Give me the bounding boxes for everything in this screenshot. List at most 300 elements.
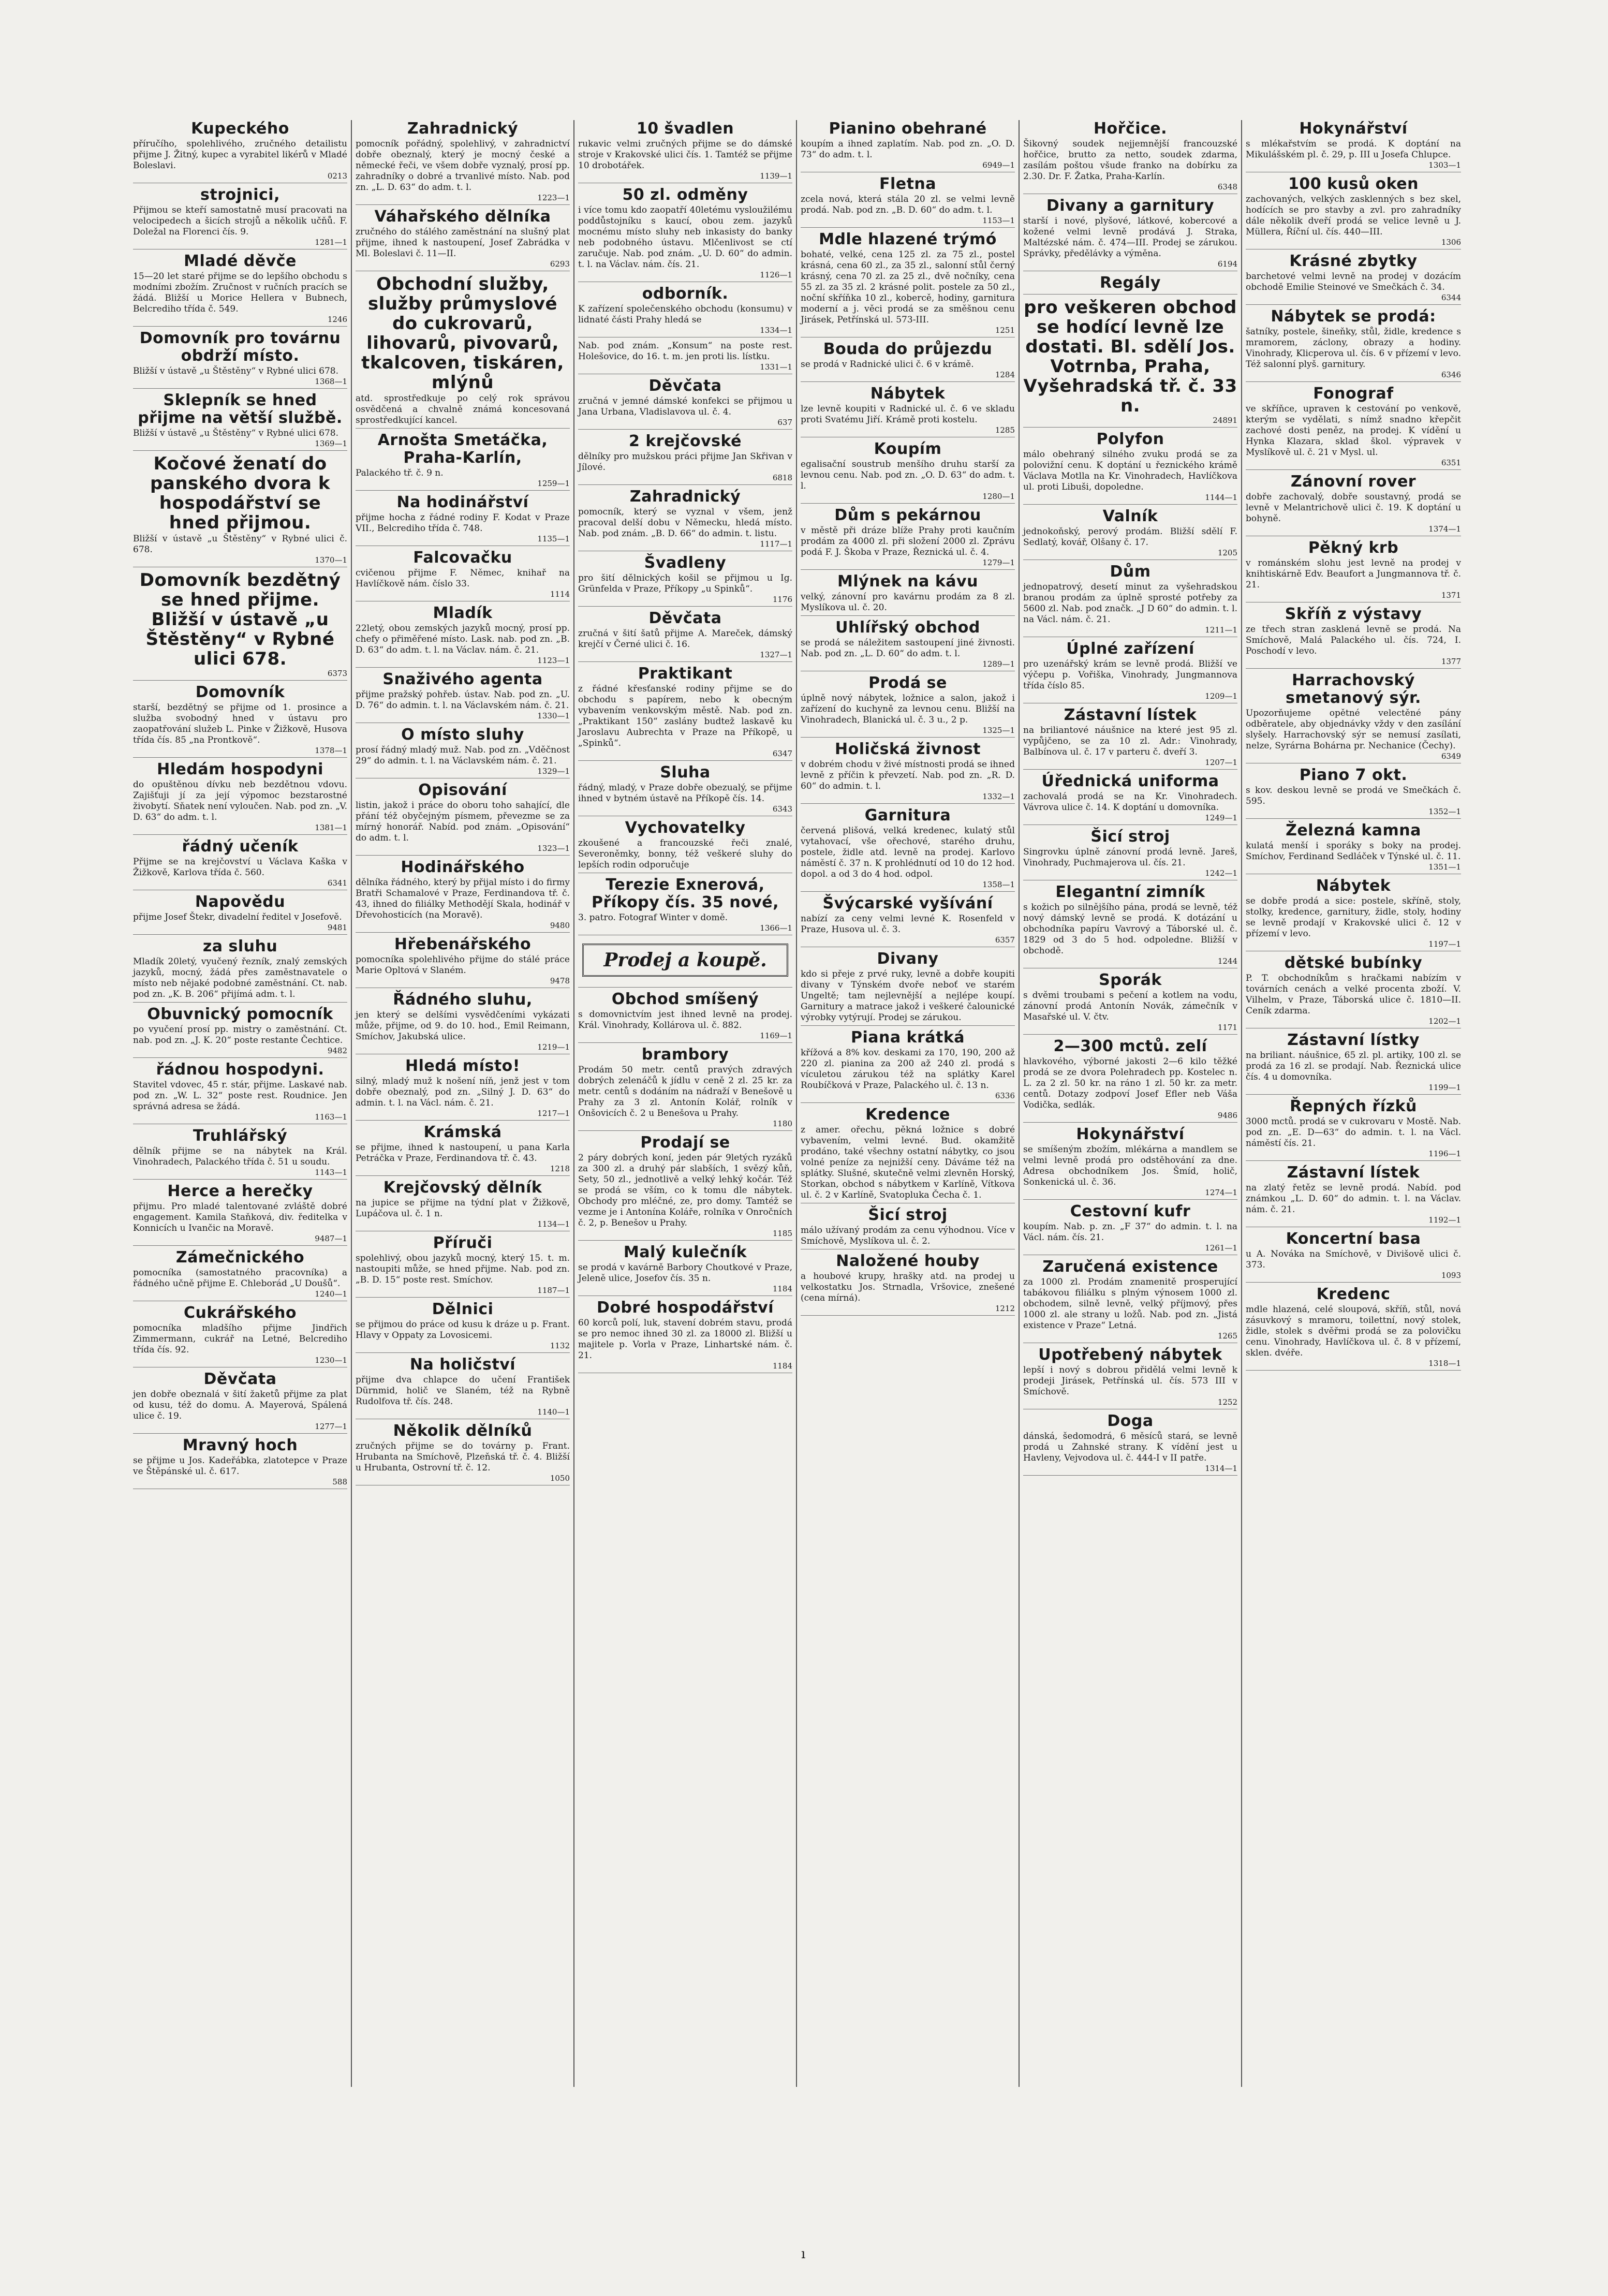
ad-reference-number: 1366—1 (760, 923, 792, 933)
ad-body: spolehlivý, obou jazyků mocný, který 15. t. m. nastoupiti může, se hned přijme. Nab. pod zn. „B. D. 15“ poste rest. Smíchov. (356, 1253, 570, 1285)
ad-heading: Malý kulečník (623, 1243, 747, 1261)
ad-body: zručných přijme se do továrny p. Frant. Hrubanta na Smíchově, Plzeňská tř. č. 4. Bližší u Hrubanta, Ostrovní tř. č. 12. (356, 1441, 570, 1473)
ad-reference-number: 1211—1 (1205, 625, 1237, 635)
classified-ad (1023, 972, 1237, 1035)
classified-ad (801, 807, 1015, 892)
classified-ad (801, 741, 1015, 804)
ad-body: 60 korců polí, luk, stavení dobrém stavu, prodá se pro nemoc ihned 30 zl. za 18000 zl. Bližší u majitele p. Vorla v Praze, Linhartské nám. č. 21. (578, 1318, 792, 1361)
classified-ad (801, 674, 1015, 738)
classified-ad (578, 285, 792, 337)
ad-heading: Pěkný krb (1308, 539, 1399, 557)
ad-heading: Řepných řízků (1290, 1097, 1417, 1115)
ad-body: u A. Nováka na Smíchově, v Divišově ulici č. 373. (1246, 1249, 1461, 1270)
classified-ad (1246, 1032, 1461, 1095)
ad-body: z amer. ořechu, pěkná ložnice s dobré vybavením, velmi levné. Bud. okamžitě prodáno, také všechny ostatní nábytky, co jsou volné peníze za nejnižší ceny. Dáváme též na splátky. Slušné, skutečně velmi zlevněn Horský, Storkan, obchod s nábytkem v Karlíně, Vítkova ul. č. 2 v Karlíně, Svatopluka Čecha č. 1. (801, 1125, 1015, 1200)
ad-reference-number: 1144—1 (1205, 493, 1237, 502)
ad-reference-number: 6949—1 (982, 160, 1015, 170)
column-6 (1242, 120, 1465, 2087)
ad-heading: Děvčata (648, 609, 722, 627)
classified-ad (1023, 640, 1237, 703)
classified-ad (1023, 120, 1237, 194)
ad-reference-number: 1277—1 (315, 1422, 347, 1431)
ad-heading: Obuvnický pomocník (147, 1005, 333, 1023)
ad-body: křížová a 8% kov. deskami za 170, 190, 200 až 220 zl. pianina za 200 až 240 zl. prodá s vículetou zárukou též na splátky Karel Roubíčková v Praze, Palackého ul. č. 13 n. (801, 1048, 1015, 1091)
ad-body: Bližší v ústavě „u Štěstěny“ v Rybné ulici č. 678. (133, 534, 347, 555)
ad-reference-number: 6373 (327, 669, 347, 678)
ad-heading: Dobré hospodářství (596, 1299, 774, 1317)
classified-ad (356, 1124, 570, 1176)
classified-ad (356, 1356, 570, 1419)
ad-body: zkoušené a francouzské řeči znalé, Severoněmky, bonny, též veškeré sluhy do lepších rodin odporučuje (578, 838, 792, 870)
ad-reference-number: 1274—1 (1205, 1188, 1237, 1197)
ad-reference-number: 1163—1 (315, 1112, 347, 1122)
ad-heading: Sklepník se hned přijme na větší službě. (138, 391, 343, 427)
ad-heading: 2—300 mctů. zelí (1053, 1037, 1207, 1055)
classified-ad (133, 893, 347, 935)
classified-ad (801, 895, 1015, 947)
ad-body: se smíšeným zbožím, mlékárna a mandlem se velmi levně prodá pro odstěhování za dne. Adresa obchodníkem Jos. Šmíd, holič, Sonkenická ul. č. 36. (1023, 1144, 1237, 1187)
classified-ad (1246, 1230, 1461, 1283)
ad-body: kdo si přeje z prvé ruky, levně a dobře koupiti divany v Týnském dvoře neboť ve starém Ungeltě; tam nejlevnější a nejlépe koupí. Garnitury a matrace jakož i veškeré čalounické výrobky vytýrují. Prodej se zárukou. (801, 969, 1015, 1023)
ad-reference-number: 1284 (995, 370, 1015, 379)
ad-heading: Zámečnického (175, 1248, 305, 1267)
ad-reference-number: 1249—1 (1205, 813, 1237, 822)
ad-heading: Pianino obehrané (829, 120, 987, 138)
ad-heading: Šicí stroj (1090, 828, 1170, 846)
ad-reference-number: 1153—1 (982, 216, 1015, 225)
classified-ad (356, 1234, 570, 1298)
ad-heading: Krejčovský dělník (383, 1179, 542, 1197)
ad-reference-number: 1280—1 (982, 492, 1015, 501)
classified-ad (578, 341, 792, 374)
ad-reference-number: 1187—1 (537, 1286, 570, 1295)
ad-body: Prodám 50 metr. centů pravých zdravých dobrých zelenáčů k jídlu v ceně 2 zl. 25 kr. za metr. centů s dodáním na nádraží v Benešově u Prahy za 3 zl. Antonín Kolář, rolník v Onšovicích č. 2 u Benešova u Prahy. (578, 1065, 792, 1118)
classified-ad (1023, 298, 1237, 428)
classified-ad (1246, 308, 1461, 382)
ad-body: dělníky pro mužskou práci přijme Jan Skřivan v Jílové. (578, 451, 792, 473)
ad-heading: Úplné zařízení (1066, 640, 1194, 658)
ad-reference-number: 6348 (1217, 182, 1237, 192)
column-2 (352, 120, 574, 2087)
ad-heading: Kredenc (1316, 1285, 1391, 1303)
ad-heading: Kupeckého (191, 120, 289, 138)
classified-ad (356, 494, 570, 546)
ad-reference-number: 1303—1 (1428, 160, 1461, 170)
ad-reference-number: 1139—1 (760, 171, 792, 181)
ad-heading: Napovědu (195, 893, 286, 911)
ad-heading: Mladík (433, 604, 493, 622)
ad-heading: Koupím (874, 440, 942, 458)
classified-ad (1023, 1258, 1237, 1343)
ad-heading: Upotřebený nábytek (1038, 1346, 1222, 1364)
ad-heading: Falcovačku (413, 549, 512, 567)
classified-ad (1246, 822, 1461, 874)
ad-reference-number: 1176 (772, 595, 792, 604)
ad-heading: Uhlířský obchod (835, 619, 980, 637)
ad-body: jednopatrový, desetí minut za vyšehradskou branou prodám za úplně sprosté potřeby za 5600 zl. Nab. pod značk. „J D 60“ do admin. t. l. na Václ. nám. č. 21. (1023, 582, 1237, 625)
ad-heading: Piano 7 okt. (1299, 766, 1408, 784)
ad-reference-number: 1285 (995, 425, 1015, 435)
ad-body: ve skříňce, upraven k cestování po venkově, kterým se vydělati, s nímž snadno křepčit zachové dosti peněz, na prodej. K vídění u Hynka Klazara, sklad škol. výpravek v Myslíkově ul. č. 21 v Mysl. ul. (1246, 404, 1461, 458)
ad-body: 3. patro. Fotograf Winter v domě. (578, 912, 728, 923)
ad-heading: Cukrářského (184, 1304, 297, 1322)
ad-body: v městě při dráze blíže Prahy proti kaučním prodám za 4000 zl. při složení 2000 zl. Zprávu podá F. J. Škoba v Praze, Řeznická ul. č. 4. (801, 525, 1015, 557)
ad-body: atd. sprostředkuje po celý rok správou osvědčená a chvalně známá koncesovaná sprostředkující kancel. (356, 393, 570, 425)
ad-heading: brambory (641, 1046, 729, 1064)
ad-reference-number: 1169—1 (760, 1031, 792, 1040)
ad-reference-number: 1197—1 (1428, 939, 1461, 949)
classified-ad (578, 944, 792, 988)
ad-heading: Domovník (195, 683, 285, 701)
ad-body: zručná v šití šatů přijme A. Mareček, dámský krejčí v Černé ulici č. 16. (578, 628, 792, 650)
classified-ad (1246, 385, 1461, 470)
ad-reference-number: 1323—1 (537, 844, 570, 853)
ad-heading: Sporák (1099, 971, 1162, 989)
classified-ad (1023, 1126, 1237, 1200)
ad-body: starší i nové, plyšové, látkové, kobercové a kožené velmi levně prodává J. Straka, Maltézské nám. č. 474—III. Prodej se zárukou. Správky, předělávky a výměna. (1023, 216, 1237, 259)
classified-ad (133, 330, 347, 389)
ad-reference-number: 1192—1 (1428, 1215, 1461, 1225)
ad-reference-number: 1252 (1217, 1397, 1237, 1407)
classified-ad (801, 1029, 1015, 1103)
classified-ad (578, 819, 792, 873)
ad-body: na jupice se přijme na týdní plat v Žižkově, Lupáčova ul. č. 1 n. (356, 1198, 570, 1219)
ad-heading: Kočové ženatí do panského dvora k hospodářství se hned přijmou. (150, 453, 330, 533)
ad-reference-number: 1325—1 (982, 726, 1015, 735)
classified-ad (801, 619, 1015, 671)
classified-ad (578, 665, 792, 761)
ad-heading: Zahradnický (407, 120, 519, 138)
ad-body: z řádné křesťanské rodiny přijme se do obchodu s papírem, nebo k obecným vybavením venkovským městě. Nab. pod zn. „Praktikant 150“ zaslány budtež laskavě ku Jaroslavu Aubrechta v Praze na Příkopě, u „Spinků“. (578, 684, 792, 748)
ad-heading: Domovník pro továrnu obdrží místo. (139, 329, 341, 365)
classified-ad (356, 549, 570, 601)
classified-ad (356, 936, 570, 988)
ad-heading: Mlýnek na kávu (837, 572, 978, 591)
ad-body: hlavkového, výborné jakosti 2—6 kilo těžké prodá se ze dvora Polehradech pp. Kostelec n. L. za 2 zl. 50 kr. na ráno 1 zl. 50 kr. za metr. centů. Dotazy zodpoví Josef Efler neb Váša Vodička, sedlák. (1023, 1056, 1237, 1110)
ad-body: zachovalá prodá se na Kr. Vinohradech. Vávrova ulice č. 14. K doptání u domovníka. (1023, 791, 1237, 813)
ad-body: listin, jakož i práce do oboru toho sahající, dle přání též obyčejným písmem, převezme se za mírný honorář. Nabíd. pod znám. „Opisování“ do adm. t. l. (356, 800, 570, 843)
ad-reference-number: 1212 (995, 1304, 1015, 1313)
ad-body: po vyučení prosí pp. mistry o zaměstnání. Ct. nab. pod zn. „J. K. 20“ poste restante Čechtice. (133, 1024, 347, 1046)
ad-reference-number: 1135—1 (537, 534, 570, 543)
ad-body: jen který se delšími vysvědčeními vykázati může, přijme, od 9. do 10. hod., Emil Reimann, Smíchov, Jakubská ulice. (356, 1010, 570, 1042)
column-4 (797, 120, 1020, 2087)
classified-ad (801, 1106, 1015, 1203)
column-1 (129, 120, 352, 2087)
ad-reference-number: 1114 (550, 590, 570, 599)
ad-reference-number: 1351—1 (1428, 862, 1461, 872)
ad-heading: Mravný hoch (182, 1436, 298, 1454)
ad-body: Nab. pod znám. „Konsum“ na poste rest. Holešovice, do 16. t. m. jen proti lis. lístku. (578, 341, 792, 362)
ad-body: kulatá menší i sporáky s boky na prodej. Smíchov, Ferdinand Sedláček v Týnské ul. č. 11. (1246, 841, 1461, 862)
ad-reference-number: 6341 (327, 878, 347, 888)
classified-ad (1023, 431, 1237, 505)
ad-reference-number: 6344 (1441, 293, 1461, 302)
classified-ad (133, 761, 347, 835)
ad-reference-number: 1289—1 (982, 659, 1015, 669)
ad-body: bohaté, velké, cena 125 zl. za 75 zl., postel krásná, cena 60 zl., za 35 zl., salonní stůl černý krásný, cena 70 zl. za 25 zl., dvě nočníky, cena 55 zl. za 35 zl. 2 krásné polit. postele za 50 zl., noční skříňka 10 zl., kobercě, hodiny, garnitura moderní a j. věci prodá se za směšnou cenu Jirásek, Petřínská ul. 573-III. (801, 249, 1015, 325)
ad-heading: Harrachovský smetanový sýr. (1286, 671, 1421, 707)
ad-reference-number: 6194 (1217, 259, 1237, 269)
ad-body: 3000 mctů. prodá se v cukrovaru v Mostě. Nab. pod zn. „E. D—63“ do admin. t. l. na Václ. náměstí čís. 21. (1246, 1116, 1461, 1149)
ad-reference-number: 1230—1 (315, 1356, 347, 1365)
ad-reference-number: 0213 (327, 171, 347, 181)
ad-heading: Dům s pekárnou (834, 506, 981, 524)
classified-ad (578, 1134, 792, 1241)
ad-body: lepší i nový s dobrou přidělá velmi levně k prodeji Jirásek, Petřínská ul. čís. 573 III v Smíchově. (1023, 1365, 1237, 1397)
ad-heading: Zahradnický (629, 488, 741, 506)
ad-reference-number: 9482 (327, 1046, 347, 1055)
ad-heading: Dělnici (432, 1300, 494, 1318)
ad-heading: Mladé děvče (184, 252, 297, 270)
classified-ad (1023, 707, 1237, 770)
ad-heading: Regály (1099, 274, 1161, 292)
ad-body: málo obehraný silného zvuku prodá se za polovižní cenu. K doptání u řeznického krámě Václava Motlla na Kr. Vinohradech, Havlíčkova ul. proti Libuši, dopoledne. (1023, 449, 1237, 492)
ad-body: a houbové krupy, hrašky atd. na prodej u velkostatku Jos. Strnadla, Vršovice, znešené (cena mírná). (801, 1271, 1015, 1303)
classified-ad (578, 610, 792, 662)
classified-ad (578, 1299, 792, 1373)
ad-reference-number: 1279—1 (982, 558, 1015, 567)
classified-ad (356, 1057, 570, 1121)
ad-reference-number: 1352—1 (1428, 807, 1461, 816)
classified-ad (356, 1179, 570, 1231)
classified-ad (1023, 1038, 1237, 1123)
ad-heading: Elegantní zimník (1055, 883, 1205, 901)
ad-body: 15—20 let staré přijme se do lepšího obchodu s modními zbožím. Zručnost v ručních pracích se žádá. Bližší u Morice Hellera v Bubnech, Belcrediho třída č. 549. (133, 271, 347, 314)
ad-body: Mladík 20letý, vyučený řezník, znalý zemských jazyků, mocný, žádá přes zaměstnavatele o místo neb nějaké podobné zaměstnání. Ct. nab. pod zn. „K. B. 206“ přijímá adm. t. l. (133, 956, 347, 999)
classified-ad (1246, 539, 1461, 602)
ad-reference-number: 1126—1 (760, 270, 792, 279)
ad-body: Přijmou se kteří samostatně musí pracovati na velocipedech a šicích strojů a několik učňů. F. Doležal na Florenci čís. 9. (133, 205, 347, 237)
ad-reference-number: 1377 (1441, 657, 1461, 666)
classified-columns (129, 120, 1496, 2087)
ad-reference-number: 1259—1 (537, 479, 570, 488)
ad-body: v dobrém chodu v živé místnosti prodá se ihned levně z příčin k převzetí. Nab. pod zn. „R. D. 60“ do admin. t. l. (801, 759, 1015, 791)
ad-heading: Švadleny (644, 554, 727, 572)
classified-ad (133, 1304, 347, 1367)
ad-heading: Vychovatelky (625, 819, 746, 837)
ad-reference-number: 6336 (995, 1091, 1015, 1100)
ad-reference-number: 1240—1 (315, 1289, 347, 1299)
ad-body: přijme pražský pohřeb. ústav. Nab. pod zn. „U. D. 76“ do admin. t. l. na Václavském nám. č. 21. (356, 689, 570, 711)
ad-body: Upozorňujeme opětné velectěné pány odběratele, aby objednávky vždy v den zasílání slyšely. Harrachovský sýr se nemusí zasílati, nelze, Syrárna Bohárna pr. Nechanice (Čechy). (1246, 708, 1461, 751)
ad-body: Bližší v ústavě „u Štěstěny“ v Rybné ulici 678. (133, 366, 339, 376)
ad-heading: Děvčata (648, 377, 722, 395)
ad-reference-number: 6343 (772, 804, 792, 814)
ad-heading: dětské bubínky (1284, 954, 1423, 972)
ad-reference-number: 1185 (772, 1229, 792, 1238)
ad-body: s domovnictvím jest ihned levně na prodej. Král. Vinohrady, Kollárova ul. č. 882. (578, 1009, 792, 1031)
ad-heading: Obchodní služby, služby průmyslové do cukrovarů, lihovarů, pivovarů, tkalcoven, tiskáren, mlýnů (361, 274, 564, 393)
ad-body: dělníka řádného, který by přijal místo i do firmy Bratři Schamalové v Praze, Ferdinandova tř. č. 43, ihned do filiálky Methodějí Skala, hodinář v Dřevohosticích (na Moravě). (356, 877, 570, 920)
ad-heading: Několik dělníků (393, 1422, 533, 1440)
classified-ad (1246, 253, 1461, 305)
ad-body: se prodá v kavárně Barbory Choutkové v Praze, Jeleně ulice, Josefov čís. 35 n. (578, 1262, 792, 1284)
ad-reference-number: 9481 (327, 923, 347, 932)
ad-body: mdle hlazená, celé sloupová, skříň, stůl, nová zásuvkový s mramoru, toilettní, nový stolek, židle, stolek s dvěřmi prodá se za polovičku cenu. Vinohrady, Havlíčkova ul. č. 8 v přízemí, sklen. dvéře. (1246, 1304, 1461, 1358)
ad-reference-number: 1261—1 (1205, 1243, 1237, 1253)
ad-reference-number: 1306 (1441, 238, 1461, 247)
classified-ad (133, 1006, 347, 1058)
classified-ad (578, 120, 792, 183)
ad-reference-number: 1318—1 (1428, 1359, 1461, 1368)
ad-body: prosí řádný mladý muž. Nab. pod zn. „Vděčnost 29“ do admin. t. l. na Václavském nám. č. 21. (356, 745, 570, 766)
ad-body: s mlékařstvím se prodá. K doptání na Mikulášském pl. č. 29, p. III u Josefa Chlupce. (1246, 139, 1461, 160)
ad-heading: Bouda do průjezdu (823, 340, 993, 358)
classified-ad (356, 432, 570, 491)
ad-body: pomocníka spolehlivého přijme do stálé práce Marie Opltová v Slaném. (356, 954, 570, 976)
ad-body: se přijme u Jos. Kadeřábka, zlatotepce v Praze ve Štěpánské ul. č. 617. (133, 1455, 347, 1477)
ad-heading: Zástavní lístek (1287, 1164, 1420, 1182)
classified-ad (1023, 508, 1237, 560)
classified-ad (356, 1301, 570, 1353)
ad-body: pro uzenářský krám se levně prodá. Bližší ve výčepu p. Vořiška, Vinohrady, Jungmannova třída číslo 85. (1023, 659, 1237, 691)
section-heading: Prodej a koupě. (582, 944, 788, 977)
ad-body: zachovaných, velkých zasklenných s bez skel, hodících se pro stavby a zvl. pro zahradníky dále několik dveří prodá se velice levně u J. Müllera, Říční ul. čís. 440—III. (1246, 194, 1461, 237)
classified-ad (1246, 473, 1461, 536)
column-3 (574, 120, 797, 2087)
classified-ad (133, 454, 347, 567)
classified-ad (133, 1371, 347, 1434)
ad-body: na briliant. náušnice, 65 zl. pl. artiky, 100 zl. se prodá za 16 zl. se prodají. Nab. Řeznická ulice čís. 4 u domovníka. (1246, 1050, 1461, 1082)
ad-heading: Hokynářství (1076, 1125, 1185, 1143)
ad-reference-number: 1171 (1217, 1023, 1237, 1032)
ad-body: úplně nový nábytek, ložnice a salon, jakož i zařízení do kuchyně za levnou cenu. Bližší na Vinohradech, Blanická ul. č. 3 u., 2 p. (801, 693, 1015, 725)
classified-ad (801, 573, 1015, 616)
classified-ad (356, 208, 570, 271)
ad-body: s kožich po silnějšího pána, prodá se levně, též nový dámský levně se prodá. K dotázání u obchodníka papíru Vavrový a Táborské ul. č. 1829 od 3 do 5 hod. odpoledne. Bližší v obchodě. (1023, 902, 1237, 956)
ad-heading: Praktikant (638, 665, 733, 683)
classified-ad (578, 876, 792, 935)
classified-ad (578, 488, 792, 551)
classified-ad (133, 120, 347, 183)
ad-heading: Sluha (660, 763, 711, 782)
ad-heading: Prodají se (640, 1134, 730, 1152)
ad-heading: Váhařského dělníka (374, 208, 551, 226)
classified-ad (1023, 197, 1237, 271)
ad-reference-number: 9487—1 (315, 1234, 347, 1243)
ad-reference-number: 6351 (1441, 458, 1461, 467)
classified-ad (1023, 1412, 1237, 1476)
classified-ad (1246, 767, 1461, 819)
ad-body: se dobře prodá a sice: postele, skříně, stoly, stolky, kredence, garnitury, židle, stoly, hodiny se levně prodají v Krakovské ulici č. 12 v přízemí v levo. (1246, 896, 1461, 939)
classified-ad (801, 120, 1015, 172)
ad-heading: za sluhu (202, 937, 278, 955)
ad-heading: Šicí stroj (868, 1206, 948, 1224)
ad-reference-number: 1199—1 (1428, 1083, 1461, 1092)
classified-ad (133, 253, 347, 327)
classified-ad (1246, 606, 1461, 669)
ad-heading: Terezie Exnerová, Příkopy čís. 35 nové, (591, 876, 779, 911)
ad-body: se přijme, ihned k nastoupení, u pana Karla Petráčka v Praze, Ferdinandova tř. č. 43. (356, 1142, 570, 1164)
ad-reference-number: 1265 (1217, 1331, 1237, 1341)
ad-heading: Nábytek se prodá: (1271, 307, 1436, 326)
ad-heading: Zástavní lístek (1064, 706, 1197, 724)
ad-heading: Doga (1107, 1412, 1154, 1430)
classified-ad (356, 726, 570, 778)
ad-reference-number: 6349 (1441, 752, 1461, 761)
ad-heading: Hřebenářského (394, 935, 532, 953)
ad-body: K zařízení společenského obchodu (konsumu) v lidnaté části Prahy hledá se (578, 304, 792, 325)
classified-ad (356, 605, 570, 668)
ad-body: jednokoňský, perový prodám. Bližší sdělí F. Sedlatý, kovář, Olšany č. 17. (1023, 526, 1237, 548)
ad-reference-number: 9480 (550, 921, 570, 930)
ad-reference-number: 6293 (550, 259, 570, 269)
classified-ad (356, 991, 570, 1054)
ad-heading: Hodinářského (401, 858, 525, 876)
ad-body: Šikovný soudek nejjemnější francouzské hořčice, brutto za netto, soudek zdarma, zasílám poštou všude franko na dobírku za 2.30. Dr. F. Žatka, Praha-Karlín. (1023, 139, 1237, 182)
ad-reference-number: 1123—1 (537, 656, 570, 665)
ad-body: s kov. deskou levně se prodá ve Smečkách č. 595. (1246, 785, 1461, 806)
ad-reference-number: 9478 (550, 976, 570, 985)
classified-ad (133, 684, 347, 758)
ad-heading: Koncertní basa (1286, 1230, 1421, 1248)
ad-heading: Fonograf (1313, 385, 1394, 403)
ad-body: za 1000 zl. Prodám znamenitě prosperující tabákovou filiálku s plným výnosem 1000 zl. obchodem, silně levně, velký příjmový, přes 1000 zl. ale strany u ložů. Nab. pod zn. „Jistá existence v Praze“ Letná. (1023, 1277, 1237, 1331)
classified-ad (578, 764, 792, 816)
ad-heading: Naložené houby (836, 1252, 980, 1270)
ad-body: lze levně koupiti v Radnické ul. č. 6 ve skladu proti Svatému Jiří. Krámě proti kostelu. (801, 404, 1015, 425)
ad-reference-number: 1223—1 (537, 193, 570, 202)
classified-ad (133, 838, 347, 890)
classified-ad (578, 377, 792, 430)
ad-body: zručného do stálého zaměstnání na slušný plat přijme, ihned k nastoupení, Josef Zabrádka v Ml. Boleslavi č. 11—II. (356, 227, 570, 259)
ad-reference-number: 1381—1 (315, 823, 347, 832)
ad-reference-number: 1180 (772, 1119, 792, 1128)
ad-reference-number: 1332—1 (982, 792, 1015, 801)
ad-heading: Piana krátká (850, 1028, 965, 1047)
classified-ad (1246, 877, 1461, 951)
classified-ad (133, 1127, 347, 1180)
ad-heading: Na holičství (409, 1356, 516, 1374)
classified-ad (1246, 1164, 1461, 1227)
classified-ad (801, 231, 1015, 337)
classified-ad (801, 341, 1015, 382)
ad-body: egalisační soustrub menšího druhu starší za levnou cenu. Nab. pod zn. „O. D. 63“ do adm. t. l. (801, 459, 1015, 491)
ad-heading: Švýcarské vyšívání (822, 894, 993, 912)
ad-heading: Valník (1102, 507, 1158, 525)
classified-ad (1023, 828, 1237, 880)
ad-body: na zlatý řetěz se levně prodá. Nabíd. pod známkou „L. D. 60“ do admin. t. l. na Václav. nám. č. 21. (1246, 1183, 1461, 1215)
ad-heading: Domovník bezdětný se hned přijme. Bližší v ústavě „u Štěstěny“ v Rybné ulici 678. (139, 570, 341, 669)
ad-heading: Divany a garnitury (1046, 197, 1215, 215)
ad-heading: Kredence (865, 1106, 950, 1124)
ad-body: přijme Josef Štekr, divadelní ředitel v Josefově. (133, 912, 342, 922)
classified-ad (801, 385, 1015, 437)
ad-heading: 2 krejčovské (629, 432, 742, 450)
ad-body: barchetové velmi levně na prodej v dozácím obchodě Emilie Steinové ve Smečkách č. 34. (1246, 271, 1461, 292)
ad-reference-number: 1219—1 (537, 1042, 570, 1052)
classified-ad (133, 938, 347, 1003)
classified-ad (1246, 1098, 1461, 1161)
ad-heading: Herce a herečky (167, 1182, 313, 1200)
ad-body: Přijme se na krejčovství u Václava Kaška v Žižkově, Karlova třída č. 560. (133, 857, 347, 878)
ad-reference-number: 1369—1 (315, 439, 347, 448)
ad-reference-number: 1209—1 (1205, 691, 1237, 701)
ad-heading: O místo sluhy (401, 726, 524, 744)
ad-heading: Mdle hlazené trýmó (819, 230, 997, 248)
classified-ad (356, 782, 570, 856)
ad-body: cvičenou přijme F. Němec, knihař na Havlíčkově nám. číslo 33. (356, 568, 570, 589)
ad-reference-number: 1196—1 (1428, 1149, 1461, 1158)
classified-ad (578, 1244, 792, 1296)
ad-heading: Příruči (433, 1234, 493, 1252)
ad-body: jen dobře obeznalá v šití žaketů přijme za plat od kusu, též do domu. A. Mayerová, Spálená ulice č. 19. (133, 1389, 347, 1421)
ad-reference-number: 1329—1 (537, 767, 570, 776)
classified-ad (578, 991, 792, 1043)
ad-reference-number: 1244 (1217, 956, 1237, 966)
ad-heading: Zástavní lístky (1287, 1031, 1420, 1049)
